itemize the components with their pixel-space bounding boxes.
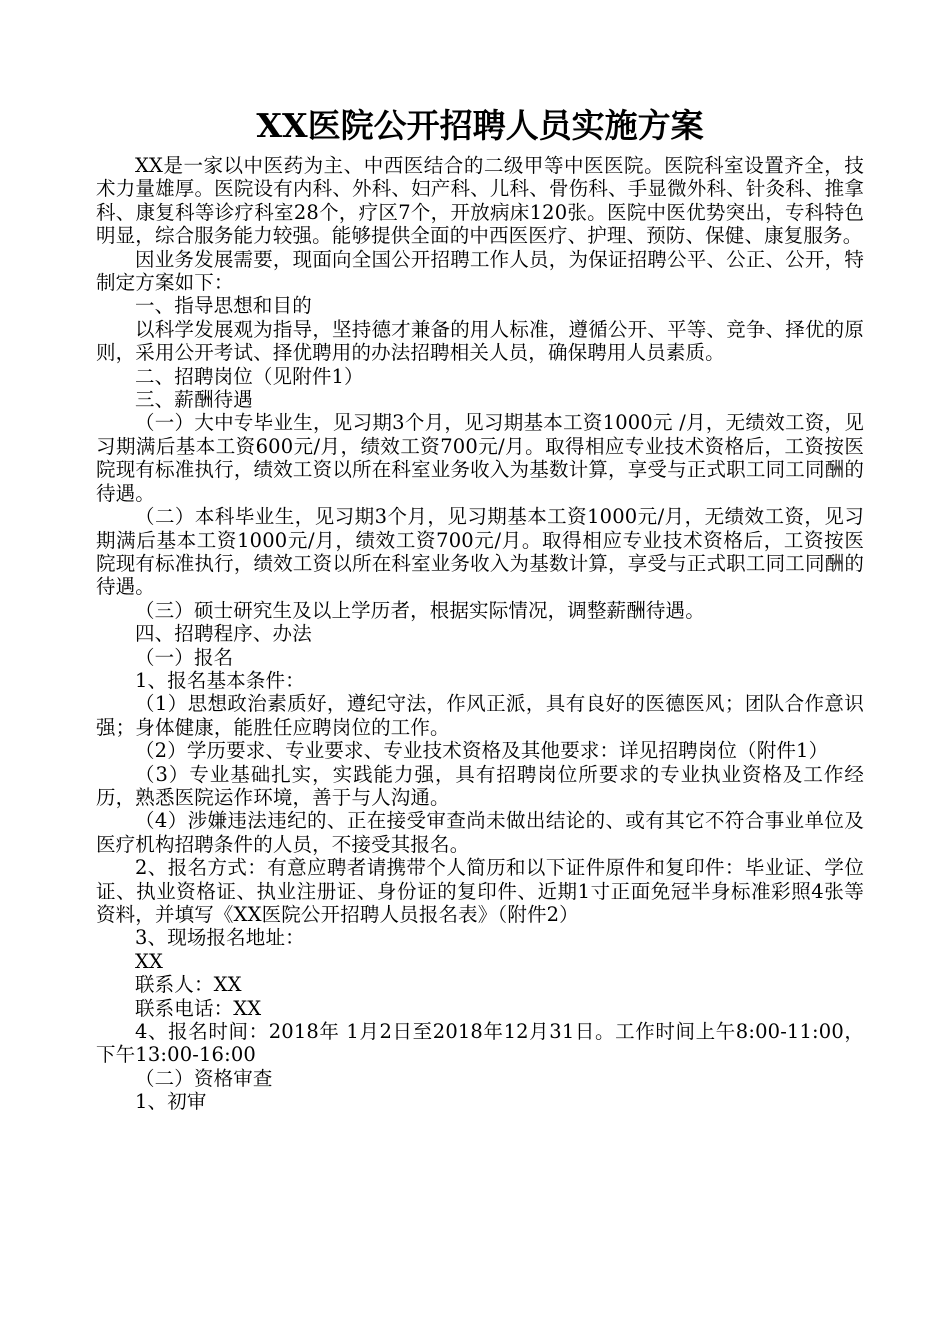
item-basic-conditions: 1、报名基本条件：	[135, 668, 305, 692]
item-registration-address: 3、现场报名地址：	[135, 926, 305, 950]
section-heading-salary: 三、薪酬待遇	[135, 388, 253, 412]
paragraph-salary-bachelor: （二）本科毕业生，见习期3个月，见习期基本工资1000元/月，无绩效工资，见习期满后基本工资1000元/月，绩效工资700元/月。取得相应专业技术资格后，工资按医院现有标准执行，绩效工资以所在科室业务收入为基数计算，享受与正式职工同工同酬的待遇。	[96, 505, 864, 599]
document-page	[96, 96, 864, 1114]
condition-4: （4）涉嫌违法违纪的、正在接受审查尚未做出结论的、或有其它不符合事业单位及医疗机构招聘条件的人员，不接受其报名。	[96, 809, 864, 856]
condition-3: （3）专业基础扎实，实践能力强，具有招聘岗位所要求的专业执业资格及工作经历，熟悉医院运作环境，善于与人沟通。	[96, 762, 864, 809]
section-heading-procedure: 四、招聘程序、办法	[135, 622, 312, 646]
item-registration-method: 2、报名方式：有意应聘者请携带个人简历和以下证件原件和复印件：毕业证、学位证、执业资格证、执业注册证、身份证的复印件、近期1寸正面免冠半身标准彩照4张等资料，并填写《XX医院公开招聘人员报名表》（附件2）	[96, 856, 864, 926]
condition-1: （1）思想政治素质好，遵纪守法，作风正派，具有良好的医德医风；团队合作意识强；身体健康，能胜任应聘岗位的工作。	[96, 692, 864, 739]
address-value: XX	[135, 949, 164, 973]
section-heading-guiding: 一、指导思想和目的	[135, 294, 312, 318]
contact-person: 联系人：XX	[135, 973, 242, 997]
condition-2: （2）学历要求、专业要求、专业技术资格及其他要求：详见招聘岗位（附件1）	[135, 739, 829, 763]
item-initial-review: 1、初审	[135, 1090, 207, 1114]
paragraph-guiding: 以科学发展观为指导，坚持德才兼备的用人标准，遵循公开、平等、竞争、择优的原则，采用公开考试、择优聘用的办法招聘相关人员，确保聘用人员素质。	[96, 317, 864, 365]
paragraph-intro: XX是一家以中医药为主、中西医结合的二级甲等中医医院。医院科室设置齐全，技术力量雄厚。医院设有内科、外科、妇产科、儿科、骨伤科、手显微外科、针灸科、推拿科、康复科等诊疗科室28个，疗区7个，开放病床120张。医院中医优势突出，专科特色明显，综合服务能力较强。能够提供全面的中西医医疗、护理、预防、保健、康复服务。	[96, 154, 864, 248]
document-title: XX医院公开招聘人员实施方案	[256, 106, 704, 145]
subsection-heading-registration: （一）报名	[135, 645, 234, 669]
item-registration-time: 4、报名时间：2018年 1月2日至2018年12月31日。工作时间上午8:00-11:00，下午13:00-16:00	[96, 1020, 864, 1067]
paragraph-purpose: 因业务发展需要，现面向全国公开招聘工作人员，为保证招聘公平、公正、公开，特制定方案如下：	[96, 247, 864, 295]
paragraph-salary-master: （三）硕士研究生及以上学历者，根据实际情况，调整薪酬待遇。	[135, 598, 705, 622]
subsection-heading-qualification: （二）资格审查	[135, 1066, 273, 1090]
contact-phone: 联系电话：XX	[135, 996, 262, 1020]
paragraph-salary-college: （一）大中专毕业生，见习期3个月，见习期基本工资1000元 /月，无绩效工资，见习期满后基本工资600元/月，绩效工资700元/月。取得相应专业技术资格后，工资按医院现有标准执行，绩效工资以所在科室业务收入为基数计算，享受与正式职工同工同酬的待遇。	[96, 411, 864, 505]
section-heading-positions: 二、招聘岗位（见附件1）	[135, 364, 364, 388]
